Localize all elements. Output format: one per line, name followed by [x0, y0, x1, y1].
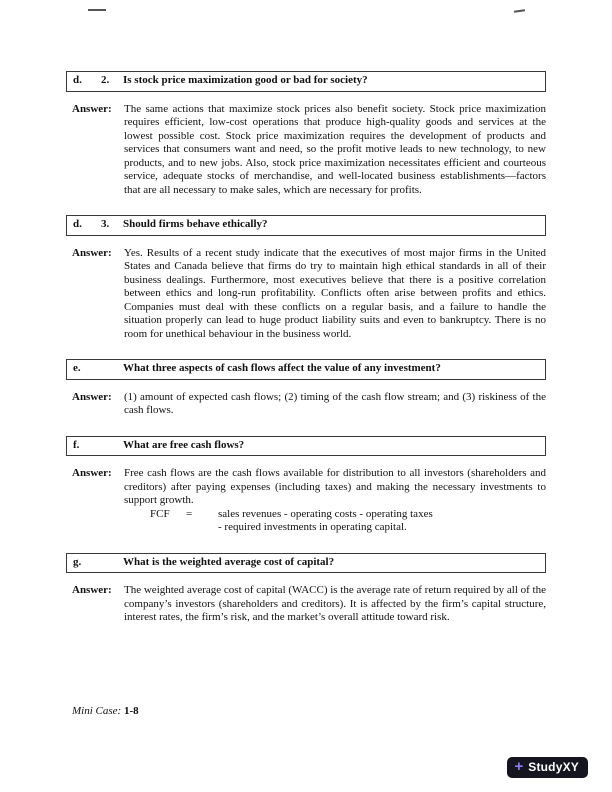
fcf-formula-line-1	[124, 508, 546, 522]
question-letter: e.	[73, 362, 81, 374]
answer-block	[66, 391, 546, 418]
answer-text: The weighted average cost of capital (WACC) is the average rate of return required by all of the company’s investors (shareholders and creditors). It is affected by the firm’s capital structure, interest rates, the firm’s risk, and the market’s overall attitude toward risk.	[124, 584, 546, 623]
qa-block-g	[66, 553, 546, 625]
question-box	[66, 436, 546, 457]
answer-label: Answer:	[72, 584, 112, 596]
answer-block	[66, 467, 546, 535]
page-footer	[72, 705, 139, 719]
qa-block-f	[66, 436, 546, 535]
formula-equals: =	[186, 507, 193, 520]
scan-artifact-left	[88, 9, 106, 11]
qa-block-d3	[66, 215, 546, 341]
question-text: What are free cash flows?	[123, 438, 245, 451]
question-box	[66, 553, 546, 574]
answer-text: (1) amount of expected cash flows; (2) timing of the cash flow stream; and (3) riskiness of the cash flows.	[124, 390, 546, 416]
answer-block	[66, 103, 546, 198]
answer-label: Answer:	[72, 390, 112, 403]
studyxy-logo[interactable]	[507, 757, 588, 778]
formula-lhs: FCF	[150, 507, 170, 520]
question-number: 3.	[101, 218, 110, 230]
question-text: Is stock price maximization good or bad for society?	[123, 74, 368, 86]
answer-label: Answer:	[72, 246, 112, 259]
question-letter: d.	[73, 218, 82, 230]
page-content	[66, 71, 546, 643]
question-number: 2.	[101, 74, 110, 86]
question-letter: d.	[73, 74, 82, 86]
fcf-formula-line-2: - required investments in operating capital.	[218, 521, 407, 533]
question-box	[66, 359, 546, 380]
brand-name: StudyXY	[528, 760, 579, 774]
question-text: Should firms behave ethically?	[123, 218, 268, 230]
question-letter: g.	[73, 555, 82, 568]
question-box	[66, 215, 546, 236]
answer-paragraph: Free cash flows are the cash flows available for distribution to all investors (shareholders and creditors) after paying expenses (including taxes) and making the necessary investments to support growth.	[124, 467, 546, 506]
answer-text	[124, 467, 546, 535]
footer-page-number: 1-8	[123, 705, 139, 717]
qa-block-e	[66, 359, 546, 418]
question-box	[66, 71, 546, 92]
plus-icon: +	[514, 758, 524, 775]
answer-text: Yes. Results of a recent study indicate that the executives of most major firms in the United States and Canada believe that firms do try to maintain high ethical standards in all of their business dealings. Furthermore, most executives believe that there is a positive correlation between ethics and long-run profitability. Conflicts often arise between profits and ethics. Companies must deal with these conflicts on a regular basis, and a failure to handle the situation properly can lead to huge product liability suits and even to bankruptcy. There is no room for unethical behaviour in the business world.	[124, 246, 546, 340]
answer-block	[66, 584, 546, 625]
answer-block	[66, 247, 546, 342]
question-text: What is the weighted average cost of capital?	[123, 555, 335, 568]
footer-label: Mini Case:	[72, 705, 122, 717]
answer-label: Answer:	[72, 467, 112, 479]
answer-label: Answer:	[72, 102, 112, 115]
question-text: What three aspects of cash flows affect the value of any investment?	[123, 362, 441, 374]
scan-artifact-right	[514, 9, 525, 13]
answer-text: The same actions that maximize stock prices also benefit society. Stock price maximization requires efficient, low-cost operations that produce high-quality goods and services at the lowest possible cost. Stock price maximization requires the development of products and services that consumers want and need, so the profit motive leads to new technology, to new products, and to new jobs. Also, stock price maximization necessitates efficient and courteous service, adequate stocks of merchandise, and well-located business establishments—factors that are all necessary to make sales, which are necessary for profits.	[124, 102, 546, 196]
formula-rhs-1: sales revenues - operating costs - operating taxes	[218, 507, 433, 520]
qa-block-d2	[66, 71, 546, 197]
question-letter: f.	[73, 438, 80, 451]
